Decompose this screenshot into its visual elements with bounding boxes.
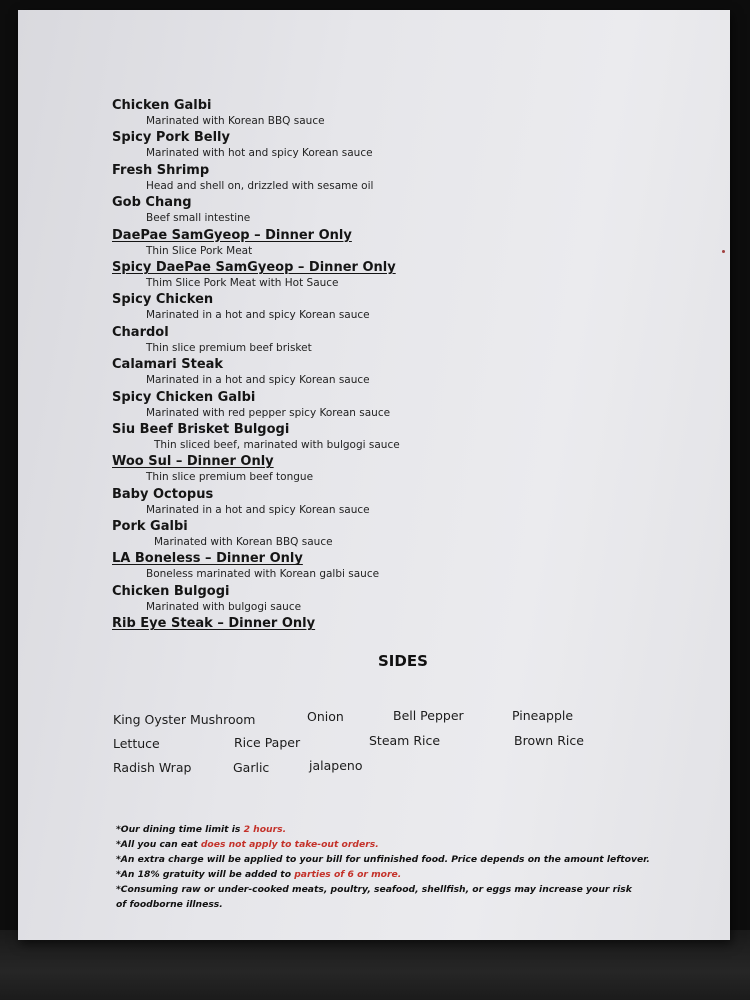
menu-item-desc: Thin slice premium beef brisket <box>146 341 312 354</box>
side-item: Radish Wrap <box>113 760 192 775</box>
menu-item-name: Rib Eye Steak – Dinner Only <box>112 616 316 632</box>
menu-item-name: Gob Chang <box>112 195 192 211</box>
note-highlight: parties of 6 or more. <box>294 869 402 880</box>
side-item: jalapeno <box>309 758 363 773</box>
note-text: *An 18% gratuity will be added to <box>116 869 295 880</box>
menu-item <box>112 584 632 616</box>
menu-item-desc: Marinated with Korean BBQ sauce <box>154 536 333 549</box>
menu-item-name: Baby Octopus <box>112 486 214 502</box>
menu-item <box>112 390 632 422</box>
side-item: Steam Rice <box>369 733 441 748</box>
menu-item-desc: Thin sliced beef, marinated with bulgogi sauce <box>154 438 400 451</box>
note-text: *All you can eat <box>116 839 201 850</box>
menu-item-name: Siu Beef Brisket Bulgogi <box>112 421 290 437</box>
menu-item-desc: Marinated in a hot and spicy Korean sauce <box>146 503 370 516</box>
menu-item-desc: Thin slice premium beef tongue <box>146 471 314 484</box>
menu-item-name: Spicy Pork Belly <box>112 130 230 146</box>
menu-item <box>112 228 632 260</box>
menu-item-desc: Marinated in a hot and spicy Korean sauce <box>146 374 370 387</box>
menu-item <box>112 454 632 486</box>
menu-item <box>112 325 632 357</box>
leftover-charge-note: *An extra charge will be applied to your bill for unfinished food. Price depends on the amount leftover. <box>116 854 650 865</box>
note-highlight: 2 hours. <box>243 824 287 835</box>
takeout-note <box>116 837 636 852</box>
menu-item <box>112 163 632 195</box>
side-item: Lettuce <box>113 736 160 751</box>
note-text: *Our dining time limit is <box>116 824 244 835</box>
menu-item <box>112 98 632 130</box>
menu-item-name: Pork Galbi <box>112 519 188 535</box>
side-item: Garlic <box>233 760 270 775</box>
menu-item-desc: Marinated with red pepper spicy Korean sauce <box>146 406 391 419</box>
policy-notes <box>116 822 650 912</box>
paper-speck <box>722 250 725 253</box>
menu-item-name: Chardol <box>112 324 169 340</box>
note-highlight: does not apply to take-out orders. <box>200 839 379 850</box>
menu-item <box>112 195 632 227</box>
menu-item-desc: Boneless marinated with Korean galbi sauce <box>146 568 380 581</box>
menu-item-desc: Marinated with hot and spicy Korean sauce <box>146 147 373 160</box>
side-item: Bell Pepper <box>393 708 464 723</box>
menu-item <box>112 292 632 324</box>
menu-item-name: Chicken Bulgogi <box>112 583 230 599</box>
menu-item-name: Spicy Chicken <box>112 292 214 308</box>
menu-item-desc: Beef small intestine <box>146 212 251 225</box>
side-item: King Oyster Mushroom <box>113 712 256 727</box>
menu-item <box>112 616 632 648</box>
menu-item <box>112 260 632 292</box>
side-item: Onion <box>307 709 344 724</box>
menu-item-desc: Marinated with bulgogi sauce <box>146 600 302 613</box>
menu-item-desc: Head and shell on, drizzled with sesame oil <box>146 179 374 192</box>
side-item: Pineapple <box>512 708 574 723</box>
menu-item-desc: Marinated in a hot and spicy Korean sauce <box>146 309 370 322</box>
menu-item <box>112 551 632 583</box>
menu-item-name: Spicy Chicken Galbi <box>112 389 256 405</box>
menu-item-name: Fresh Shrimp <box>112 162 210 178</box>
menu-item-name: DaePae SamGyeop – Dinner Only <box>112 227 352 243</box>
menu-item <box>112 422 632 454</box>
menu-item-name: Woo Sul – Dinner Only <box>112 454 274 470</box>
menu-item-desc: Thim Slice Pork Meat with Hot Sauce <box>146 276 339 289</box>
menu-item <box>112 519 632 551</box>
side-item: Rice Paper <box>234 735 301 750</box>
menu-item-name: Calamari Steak <box>112 357 224 373</box>
menu-item-name: LA Boneless – Dinner Only <box>112 551 303 567</box>
menu-item-name: Spicy DaePae SamGyeop – Dinner Only <box>112 259 396 275</box>
side-item: Brown Rice <box>514 733 584 748</box>
menu-item-list <box>112 98 632 649</box>
gratuity-note <box>116 867 636 882</box>
menu-item-name: Chicken Galbi <box>112 98 212 113</box>
menu-item-desc: Thin Slice Pork Meat <box>146 244 253 257</box>
menu-item <box>112 487 632 519</box>
table-surface <box>0 930 750 1000</box>
menu-item-desc: Marinated with Korean BBQ sauce <box>146 115 325 127</box>
food-safety-note: *Consuming raw or under-cooked meats, poultry, seafood, shellfish, or eggs may increase your risk of foodborne illness. <box>116 884 632 910</box>
menu-item <box>112 130 632 162</box>
dining-time-note <box>116 822 636 837</box>
menu-item <box>112 357 632 389</box>
sides-heading: SIDES <box>378 652 428 670</box>
